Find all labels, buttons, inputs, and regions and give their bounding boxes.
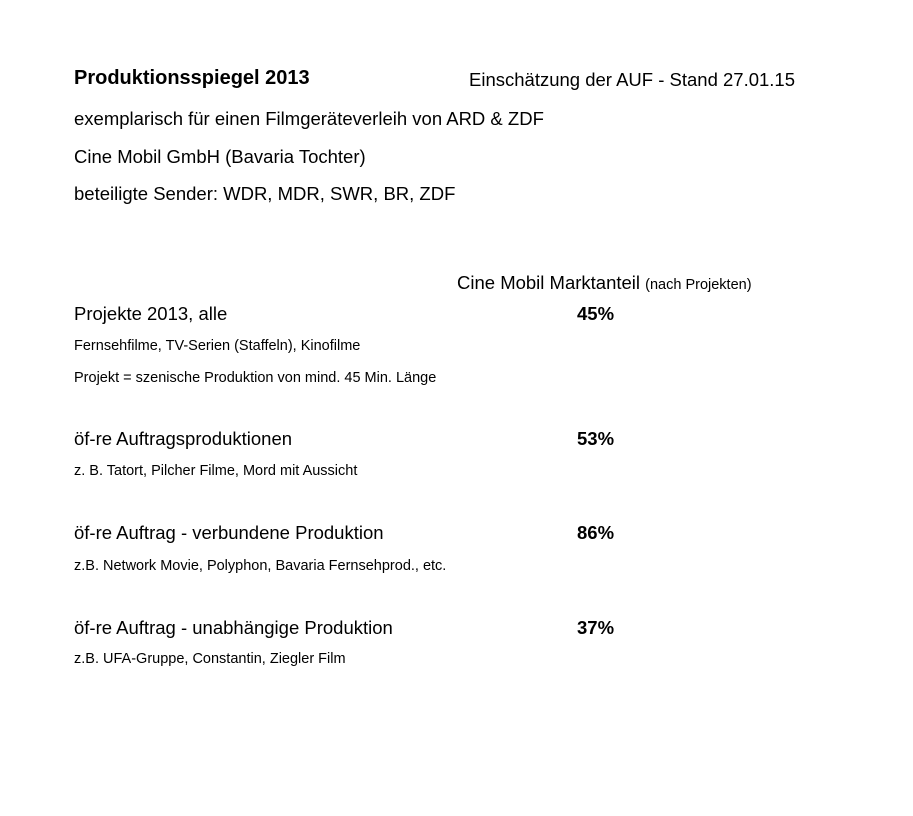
column-header-note: (nach Projekten): [645, 277, 752, 293]
subtitle-line: exemplarisch für einen Filmgeräteverleih von ARD & ZDF: [74, 108, 544, 129]
section-title: öf-re Auftrag - unabhängige Produktion: [74, 617, 393, 638]
market-share-value: 45%: [577, 303, 615, 324]
subtitle-line: beteiligte Sender: WDR, MDR, SWR, BR, ZDF: [74, 183, 456, 204]
page-title: Produktionsspiegel 2013: [74, 67, 310, 89]
section-note: z. B. Tatort, Pilcher Filme, Mord mit Aussicht: [74, 463, 358, 479]
market-share-value: 53%: [577, 428, 615, 449]
market-share-value: 37%: [577, 617, 615, 638]
status-date: Einschätzung der AUF - Stand 27.01.15: [469, 69, 796, 90]
section-title: öf-re Auftragsproduktionen: [74, 428, 293, 449]
section-note: z.B. UFA-Gruppe, Constantin, Ziegler Film: [74, 651, 346, 667]
section-note: Fernsehfilme, TV-Serien (Staffeln), Kinofilme: [74, 338, 361, 354]
section-title: öf-re Auftrag - verbundene Produktion: [74, 522, 384, 543]
section-note: Projekt = szenische Produktion von mind. 45 Min. Länge: [74, 370, 437, 386]
section-note: z.B. Network Movie, Polyphon, Bavaria Fernsehprod., etc.: [74, 558, 447, 574]
column-header-label: Cine Mobil Marktanteil: [457, 272, 641, 293]
section-title: Projekte 2013, alle: [74, 303, 228, 324]
market-share-value: 86%: [577, 522, 615, 543]
subtitle-line: Cine Mobil GmbH (Bavaria Tochter): [74, 146, 366, 167]
market-share-column-header: [457, 272, 752, 294]
